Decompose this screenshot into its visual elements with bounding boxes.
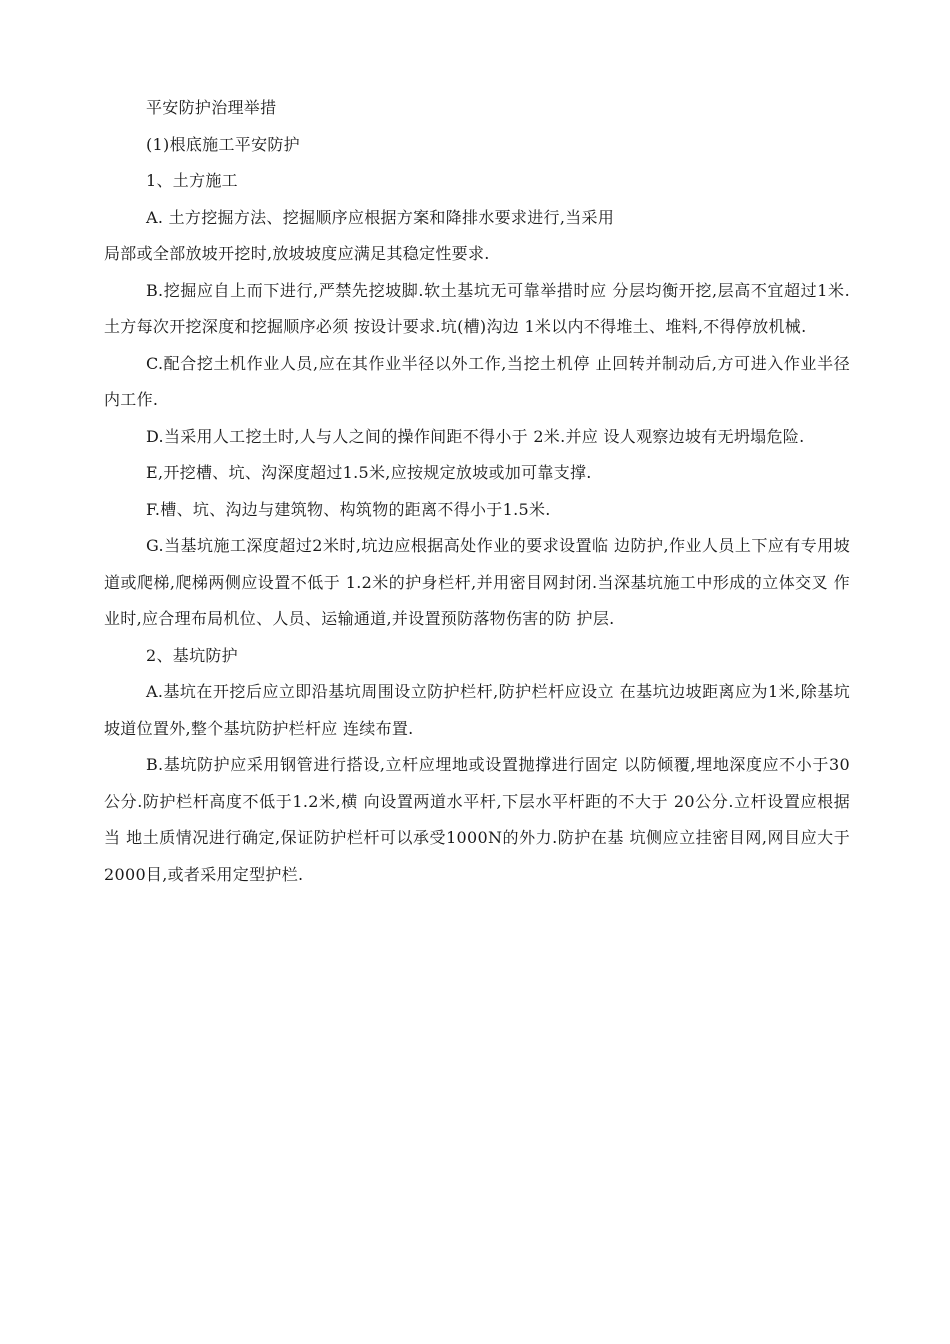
paragraph-e: E,开挖槽、坑、沟深度超过1.5米,应按规定放坡或加可靠支撑.	[146, 463, 592, 482]
paragraph-g: G.当基坑施工深度超过2米时,坑边应根据高处作业的要求设置临 边防护,作业人员上下应有专用坡道或爬梯,爬梯两侧应设置不低于 1.2米的护身栏杆,并用密目网封闭.当深基坑施工中形成的立体交叉 作业时,应合理布局机位、人员、运输通道,并设置预防落物伤害的防 护层.	[104, 536, 850, 628]
document-body	[104, 90, 850, 893]
item-heading-earthwork: 1、土方施工	[146, 171, 238, 190]
paragraph-a-line1: A. 土方挖掘方法、挖掘顺序应根据方案和降排水要求进行,当采用	[146, 207, 615, 227]
subsection-heading: (1)根底施工平安防护	[146, 134, 300, 154]
paragraph-f: F.槽、坑、沟边与建筑物、构筑物的距离不得小于1.5米.	[146, 499, 551, 519]
paragraph-b: B.挖掘应自上而下进行,严禁先挖坡脚.软土基坑无可靠举措时应 分层均衡开挖,层高不宜超过1米.土方每次开挖深度和挖掘顺序必须 按设计要求.坑(槽)沟边 1米以内不得堆土、堆料,不得停放机械.	[104, 280, 850, 336]
paragraph-a-line2: 局部或全部放坡开挖时,放坡坡度应满足其稳定性要求.	[104, 244, 490, 263]
section-heading: 平安防护治理举措	[146, 98, 277, 117]
paragraph-pit-b: B.基坑防护应采用钢管进行搭设,立杆应埋地或设置抛撑进行固定 以防倾覆,埋地深度应不小于30公分.防护栏杆高度不低于1.2米,横 向设置两道水平杆,下层水平杆距的不大于 20公分.立杆设置应根据当 地土质情况进行确定,保证防护栏杆可以承受1000N的外力.防护在基 坑侧应立挂密目网,网目应大于2000目,或者采用定型护栏.	[104, 755, 850, 884]
item-heading-pit-protection: 2、基坑防护	[146, 645, 238, 665]
paragraph-c: C.配合挖土机作业人员,应在其作业半径以外工作,当挖土机停 止回转并制动后,方可进入作业半径内工作.	[104, 353, 850, 409]
paragraph-pit-a: A.基坑在开挖后应立即沿基坑周围设立防护栏杆,防护栏杆应设立 在基坑边坡距离应为1米,除基坑坡道位置外,整个基坑防护栏杆应 连续布置.	[104, 682, 850, 738]
paragraph-d: D.当采用人工挖土时,人与人之间的操作间距不得小于 2米.并应 设人观察边坡有无坍塌危险.	[146, 426, 805, 446]
